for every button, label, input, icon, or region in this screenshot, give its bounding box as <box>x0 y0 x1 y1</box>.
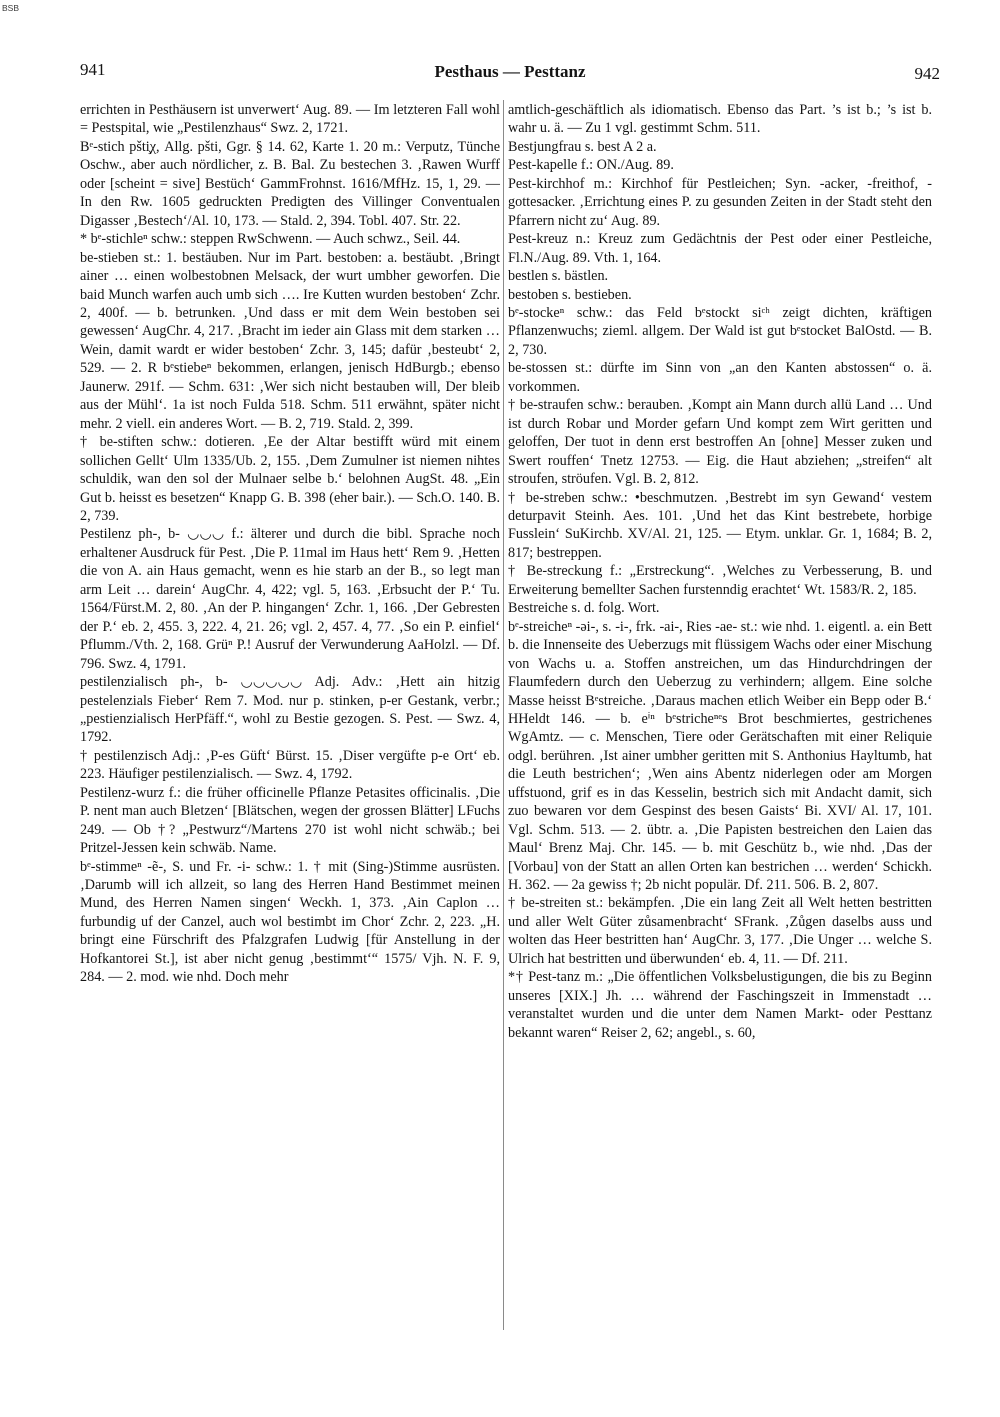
entry-pest-tanz: *† Pest-tanz m.: „Die öffentlichen Volksbelustigungen, die bis zu Beginn unseres [XIX.] Jh. … während der Faschingszeit in Immenstadt … veranstaltet wurden und die unter dem Namen Markt- oder Pesttanz bekannt waren“ Reiser 2, 62; angebl., s. 60, <box>508 969 932 1041</box>
right-column <box>508 101 932 1042</box>
entry-bestreiche: Bestreiche s. d. folg. Wort. <box>508 600 660 617</box>
entry-bestjungfrau: Bestjungfrau s. best A 2 a. <box>508 138 657 155</box>
entry-bestreben: † be-streben schw.: •beschmutzen. ‚Bestrebt im syn Gewand‘ vestem deturpavit Steinh. Aes. 101. ‚Und het das Kint bestrebete, horbige Fusslein‘ SuKirchb. XV/Al. 21, 125. — Etym. unklar. Gr. 1, 1684; B. 2, 817; bestreppen. <box>508 489 932 561</box>
entry-bestimmen: bᵉ-stimmeⁿ -ẽ-, S. und Fr. -i- schw.: 1. † mit (Sing-)Stimme ausrüsten. ‚Darumb will ich allzeit, so lang des Herren Hand Bestimmet meinen Mund, des Herren Namen singen‘ Weckh. 1, 373. ‚Ain Caplon … furbundig uf der Canzel, auch wol bestimbt im Chor‘ Zchr. 2, 223. „H. bringt eine Fürschrift des Pfalzgrafen Ludwig [für Anstellung in der Hofkantorei St.], ist aber nicht genug ‚bestimmt‘“ 1575/ Vjh. N. F. 9, 284. — 2. mod. wie nhd. Doch mehr <box>80 858 500 986</box>
entry-bestocken: bᵉ-stockeⁿ schw.: das Feld bᵉstockt siᶜʰ zeigt dichten, kräftigen Pflanzenwuchs; zieml. allgem. Der Wald ist gut bᵉstocket BalOstd. — B. 2, 730. <box>508 304 932 358</box>
page-number-left: 941 <box>80 60 106 79</box>
page-header <box>80 56 940 92</box>
entry-bestimmen-continuation: amtlich-geschäftlich als idiomatisch. Ebenso das Part. ’s ist b.; ’s ist b. wahr u. ä. — Zu 1 vgl. gestimmt Schm. 511. <box>508 102 932 137</box>
library-stamp: BSB <box>2 3 20 13</box>
entry-pest-kreuz: Pest-kreuz n.: Kreuz zum Gedächtnis der Pest oder einer Pestleiche, Fl.N./Aug. 89. Vth. 1, 164. <box>508 231 932 266</box>
entry-bestraufen: † be-straufen schw.: berauben. ‚Kompt ain Mann durch allü Land … Und ist durch Robar und Morder gefarn Und kompt zem Wirt geritten und geloffen, Der tuot in denn erst bestroffen An [ohne] Messer zuken und Swert rouffen‘ Tnetz 12753. — Eig. die Haut abziehen; „streifen“ alt stroufen, ströufen. Vgl. B. 2, 812. <box>508 397 932 488</box>
entry-bestossen: be-stossen st.: dürfte im Sinn von „an den Kanten abstossen“ o. ä. vorkommen. <box>508 360 932 395</box>
entry-bestreiten: † be-streiten st.: bekämpfen. ‚Die ein lang Zeit all Welt hetten bestritten und aller Welt Güter zůsamenbracht‘ SFrank. ‚Zůgen daselbs auss und wolten das Heer bestritten han‘ AugChr. 3, 177. ‚Die Unger … welche S. Ulrich hat bestritten und überwunden‘ eb. 4, 11. — Df. 211. <box>508 895 932 967</box>
entry-bestieben: be-stieben st.: 1. bestäuben. Nur im Part. bestoben: a. bestäubt. ‚Bringt ainer … einen wolbestobnen Melsack, der wurt umbher geworfen. Die baid Munch warfen auch umb sich …. Ire Kutten wurden bestoben‘ Zchr. 2, 400f. — b. betrunken. ‚Und dass er mit dem Wein bestoben sei gewessen‘ AugChr. 4, 217. ‚Bracht im ieder ain Glass mit dem starken … Wein, damit wardt er wider bestoben‘ Zchr. 3, 145; dafür ‚besteubt‘ 2, 529. — 2. R bᵉstiebeⁿ bekommen, erlangen, jenisch HdBurgb.; ebenso Jaunerw. 291f. — Schm. 631: ‚Wer sich nicht bestauben will, Der bleib aus der Mühl‘. 1a ist noch Fulda 518. Schm. 511 erwähnt, später nicht mehr. 2 viell. ein anderes Wort. — B. 2, 719. Stald. 2, 399. <box>80 249 500 432</box>
running-head: Pesthaus — Pesttanz <box>434 62 586 81</box>
entry-bestreckung: † Be-streckung f.: „Erstreckung“. ‚Welches zu Verbesserung, B. und Erweiterung bemellter Sachen furstenndig erachtet‘ Wt. 1583/R. 2, 185. <box>508 563 932 598</box>
entry-pestilenz: Pestilenz ph-, b- ◡◡◡ f.: älterer und durch die bibl. Sprache noch erhaltener Ausdruck für Pest. ‚Die P. 11mal im Haus hett‘ Rem 9. ‚Hetten die von A. ain Haus gemacht, wenn es hie starb an der B., so legt man arm Leit … darein‘ AugChr. 4, 422; vgl. 5, 163. ‚Erbsucht der P.‘ Tu. 1564/Fürst.M. 2, 80. ‚An der P. hingangen‘ Zchr. 1, 166. ‚Der Gebresten der P.‘ eb. 2, 455. 3, 222. 4, 21. 26; vgl. 2, 457. 4, 77. ‚So ein P. einfiel‘ Pflumm./Vth. 2, 168. Grüⁿ P.! Ausruf der Verwunderung AaHolzl. — Df. 796. Swz. 4, 1791. <box>80 526 500 672</box>
entry-bestreichen: bᵉ-streicheⁿ -əi-, s. -i-, frk. -ai-, Ries -ae- st.: wie nhd. 1. eigentl. a. ein Bett b. die Innenseite des Ueberzugs mit flüssigem Wachs oder einer Mischung von Wachs u. a. Stoffen anstreichen, um das Hindurchdringen der Flaumfedern durch den Ueberzug zu verhindern; allgem. Eine solche Masse heisst Bᵉstreiche. ‚Daraus machen etlich Weiber ein Bepp oder B.‘ HHeldt 146. — b. eⁱⁿ bᵉstricheⁿᵉs Brot beschmiertes, gestrichenes WgAmtz. — c. Menschen, Tiere oder Gerätschaften mit einer Reliquie odgl. berühren. ‚Ist ainer umbher geritten mit S. Anthonius Hayltumb, hat die Leuth bestrichen‘; ‚Wen ains Abentz niderlegen oder am Morgen uffstuond, grif es in das Kesselin, bestrich sich mit Andacht damit, sich zuo bewaren vor dem Gespinst des besen Gaists‘ Bi. XVI/ Al. 17, 101. Vgl. Schm. 513. — 2. übtr. a. ‚Die Papisten bestreichen den Laien das Maul‘ Brenz Maj. Chr. 145. — b. mit Geschütz b., wie nhd. ‚Das der [Vorbau] von der Statt an allen Orten kan bestrichen … werden‘ Schickh. H. 362. — 2a gewiss †; 2b nicht populär. Df. 211. 506. B. 2, 807. <box>508 618 932 894</box>
entry-pest-kapelle: Pest-kapelle f.: ON./Aug. 89. <box>508 157 674 174</box>
entry-bestiften: † be-stiften schw.: dotieren. ‚Ee der Altar bestifft würd mit einem sollichen Gellt‘ Ulm 1335/Ub. 2, 155. ‚Dem Zumulner ist niemen nihtes schuldik, wan den sol der Mulnaer selbe b.‘ belohnen AugSt. 48. „Ein Gut b. heisst es besetzen“ Knapp G. B. 398 (eher bair.). — Sch.O. 140. B. 2, 739. <box>80 434 500 524</box>
entry-pestilenz-wurz: Pestilenz-wurz f.: die früher officinelle Pflanze Petasites officinalis. ‚Die P. nent man auch Bletzen‘ [Blätschen, wegen der grossen Blätter] LFuchs 249. — Ob †? „Pestwurz“/Martens 270 ist wohl nicht schwäb.; bei Pritzel-Jessen kein schwäb. Name. <box>80 784 500 857</box>
entry-bestlen: bestlen s. bästlen. <box>508 268 609 285</box>
entry-bestichlen: * bᵉ-stichleⁿ schw.: steppen RwSchwenn. — Auch schwz., Seil. 44. <box>80 231 461 248</box>
entry-pestilenzisch: † pestilenzisch Adj.: ‚P-es Güft‘ Bürst. 15. ‚Diser vergüfte p-e Ort‘ eb. 223. Häufiger pestilenzialisch. — Swz. 4, 1792. <box>80 747 500 783</box>
entry-pesthaeuser-continuation: errichten in Pesthäusern ist unverwert‘ Aug. 89. — Im letzteren Fall wohl = Pestspital, wie „Pestilenzhaus“ Swz. 2, 1721. <box>80 102 500 137</box>
entry-pestilenzialisch: pestilenzialisch ph-, b- ◡◡◡◡◡ Adj. Adv.: ‚Hett ain hitzig pestelenzials Fieber‘ Rem 7. Mod. nur p. stinken, p-er Gestank, verbr.; „pestienzialisch HerPfäff.“, wohl zu Bestie gezogen. S. Pest. — Swz. 4, 1792. <box>80 674 500 746</box>
entry-pest-kirchhof: Pest-kirchhof m.: Kirchhof für Pestleichen; Syn. -acker, -freithof, -gottesacker. ‚Errichtung eines P. zu gesunden Zeiten in der Stadt steht den Pfarrern nicht zu‘ Aug. 89. <box>508 175 932 229</box>
left-column <box>80 101 500 987</box>
entry-bestich: Bᵉ-stich pšti̧χ, Allg. pšti, Ggr. § 14. 62, Karte 1. 20 m.: Verputz, Tünche Oschw., aber auch nördlicher, z. B. Bal. Zu bestechen 3. ‚Rawen Wurff oder [scheint = sive] Bestüch‘ GammFrohnst. 1616/MfHz. 15, 1, 29. — In den Rw. 1605 gedruckten Predigten des Villinger Conventualen Digasser ‚Bestech‘/Al. 10, 173. — Stald. 2, 394. Tobl. 407. Str. 22. <box>80 138 500 229</box>
entry-bestoben: bestoben s. bestieben. <box>508 286 632 303</box>
page-number-right: 942 <box>914 64 940 83</box>
column-divider <box>503 100 504 1330</box>
